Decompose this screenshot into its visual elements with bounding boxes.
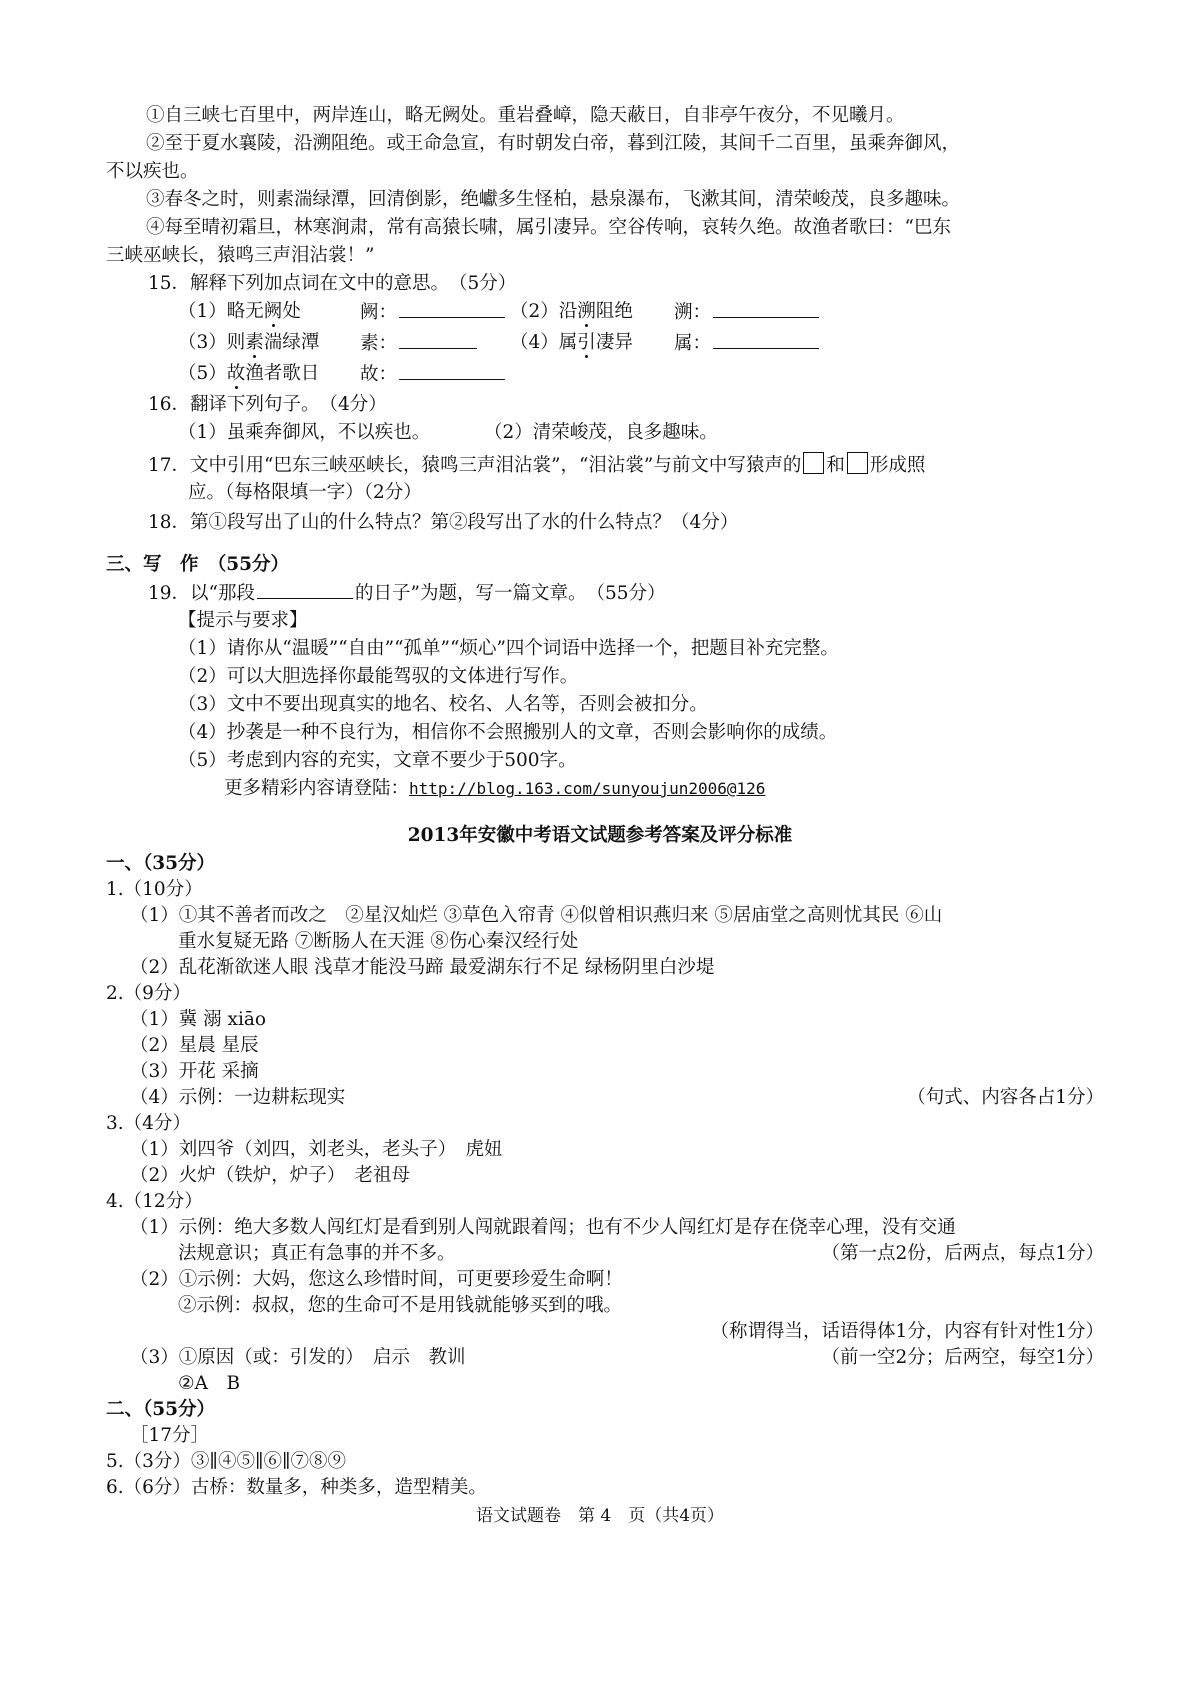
- q16-sentence-2: （2）清荣峻茂，良多趣味。: [484, 422, 718, 443]
- q15-item-5: （5）故渔者歌日: [178, 363, 320, 384]
- passage-paragraph-3: ③春冬之时，则素湍绿潭，回清倒影，绝巘多生怪柏，悬泉瀑布，飞漱其间，清荣峻茂，良多趣味。: [146, 189, 961, 210]
- answer-section-1: 一、（35分）: [106, 853, 215, 874]
- q16-sentence-1: （1）虽乘奔御风，不以疾也。: [178, 422, 431, 443]
- answer-blank[interactable]: [399, 330, 477, 349]
- passage-paragraph-4: ④每至晴初霜旦，林寒涧肃，常有高猿长啸，属引凄异。空谷传响，哀转久绝。故渔者歌曰：“巴东: [146, 217, 951, 238]
- passage-paragraph-1: ①自三峡七百里中，两岸连山，略无阙处。重岩叠嶂，隐天蔽日，自非亭午夜分，不见曦月。: [146, 105, 905, 126]
- q15-item-3: （3）则素湍绿潭: [178, 332, 320, 353]
- answer-4-2: （2）①示例：大妈，您这么珍惜时间，可更要珍爱生命啊！: [130, 1269, 623, 1290]
- tip-1: （1）请你从“温暖”“自由”“孤单”“烦心”四个词语中选择一个，把题目补充完整。: [178, 638, 839, 659]
- answer-4-3-cont: ②A B: [178, 1373, 241, 1394]
- blog-link[interactable]: http://blog.163.com/sunyoujun2006@126: [409, 779, 766, 798]
- tip-3: （3）文中不要出现真实的地名、校名、人名等，否则会被扣分。: [178, 694, 708, 715]
- passage-paragraph-2-cont: 不以疾也。: [106, 161, 199, 182]
- answer-blank[interactable]: [399, 361, 505, 380]
- answer-blank[interactable]: [713, 299, 819, 318]
- q15-answer-5: 故：: [360, 361, 507, 388]
- fill-box-1[interactable]: [803, 452, 824, 474]
- q15-answer-4: 属：: [674, 330, 821, 357]
- answer-1-header: 1.（10分）: [106, 879, 203, 900]
- tip-2: （2）可以大胆选择你最能驾驭的文体进行写作。: [178, 666, 579, 687]
- answer-section-2-sub: ［17分］: [130, 1425, 210, 1446]
- q15-item-1: （1）略无阙处: [178, 301, 301, 322]
- answer-2-2: （2）星晨 星辰: [130, 1035, 259, 1056]
- q15-answer-1: 阙：: [360, 299, 507, 326]
- q15-answer-2: 溯：: [674, 299, 821, 326]
- q15-item-2: （2）沿溯阻绝: [510, 301, 633, 322]
- answer-4-2-score: （称谓得当，话语得体1分，内容有针对性1分）: [710, 1321, 1104, 1342]
- question-17-stem: 17．文中引用“巴东三峡巫峡长，猿鸣三声泪沾裳”，“泪沾裳”与前文中写猿声的 和 形成照: [148, 452, 925, 479]
- tips-title: 【提示与要求】: [178, 610, 308, 631]
- answer-2-4: （4）示例：一边耕耘现实: [130, 1087, 346, 1108]
- tip-5: （5）考虑到内容的充实，文章不要少于500字。: [178, 750, 577, 771]
- question-16-stem: 16．翻译下列句子。 （4分）: [148, 394, 387, 415]
- question-19: 19．以“那段 的日子”为题，写一篇文章。 （55分）: [148, 580, 666, 607]
- answer-4-header: 4.（12分）: [106, 1191, 203, 1212]
- answer-blank[interactable]: [713, 330, 819, 349]
- more-info: 更多精彩内容请登陆：http://blog.163.com/sunyoujun2006@126: [224, 778, 766, 799]
- q15-item-4: （4）属引凄异: [510, 332, 633, 353]
- answer-key-title: 2013年安徽中考语文试题参考答案及评分标准: [407, 825, 793, 846]
- answer-3-2: （2）火炉（铁炉，炉子） 老祖母: [130, 1165, 411, 1186]
- answer-1-1-cont: 重水复疑无路 ⑦断肠人在天涯 ⑧伤心秦汉经行处: [178, 931, 579, 952]
- answer-section-2: 二、（55分）: [106, 1399, 215, 1420]
- answer-1-1: （1）①其不善者而改之 ②星汉灿烂 ③草色入帘青 ④似曾相识燕归来 ⑤居庙堂之高则忧其民 ⑥山: [130, 905, 943, 926]
- answer-blank[interactable]: [399, 299, 505, 318]
- section-writing-header: 三、写 作 （55分）: [106, 554, 289, 575]
- title-blank[interactable]: [257, 580, 353, 599]
- passage-paragraph-4-cont: 三峡巫峡长，猿鸣三声泪沾裳！”: [106, 245, 375, 266]
- question-18: 18．第①段写出了山的什么特点？第②段写出了水的什么特点？（4分）: [148, 512, 739, 533]
- question-17-cont: 应。（每格限填一字）（2分）: [188, 482, 422, 503]
- answer-2-1: （1）冀 溺 xiāo: [130, 1009, 267, 1030]
- answer-4-1: （1）示例：绝大多数人闯红灯是看到别人闯就跟着闯；也有不少人闯红灯是存在侥幸心理，没有交通: [130, 1217, 956, 1238]
- answer-4-3: （3）①原因（或：引发的） 启示 教训: [130, 1347, 466, 1368]
- answer-3-header: 3.（4分）: [106, 1113, 191, 1134]
- answer-2-4-score: （句式、内容各占1分）: [907, 1087, 1104, 1108]
- page-footer: 语文试题卷 第 4 页（共4页）: [475, 1506, 725, 1526]
- passage-paragraph-2: ②至于夏水襄陵，沿溯阻绝。或王命急宣，有时朝发白帝，暮到江陵，其间千二百里，虽乘奔御风，: [146, 133, 961, 154]
- question-15-stem: 15．解释下列加点词在文中的意思。 （5分）: [148, 273, 517, 294]
- q15-answer-3: 素：: [360, 330, 479, 357]
- answer-4-3-score: （前一空2分；后两空，每空1分）: [821, 1347, 1104, 1368]
- answer-2-header: 2.（9分）: [106, 983, 191, 1004]
- answer-4-1-cont: 法规意识；真正有急事的并不多。: [178, 1243, 456, 1264]
- answer-3-1: （1）刘四爷（刘四，刘老头，老头子） 虎妞: [130, 1139, 503, 1160]
- answer-4-1-score: （第一点2份，后两点，每点1分）: [821, 1243, 1104, 1264]
- answer-1-2: （2）乱花渐欲迷人眼 浅草才能没马蹄 最爱湖东行不足 绿杨阴里白沙堤: [130, 957, 715, 978]
- answer-2-3: （3）开花 采摘: [130, 1061, 259, 1082]
- tip-4: （4）抄袭是一种不良行为，相信你不会照搬别人的文章，否则会影响你的成绩。: [178, 722, 838, 743]
- answer-6: 6.（6分）古桥：数量多，种类多，造型精美。: [106, 1477, 487, 1498]
- answer-5: 5.（3分）③∥④⑤∥⑥∥⑦⑧⑨: [106, 1451, 347, 1472]
- answer-4-2-cont: ②示例：叔叔，您的生命可不是用钱就能够买到的哦。: [178, 1295, 623, 1316]
- fill-box-2[interactable]: [847, 452, 868, 474]
